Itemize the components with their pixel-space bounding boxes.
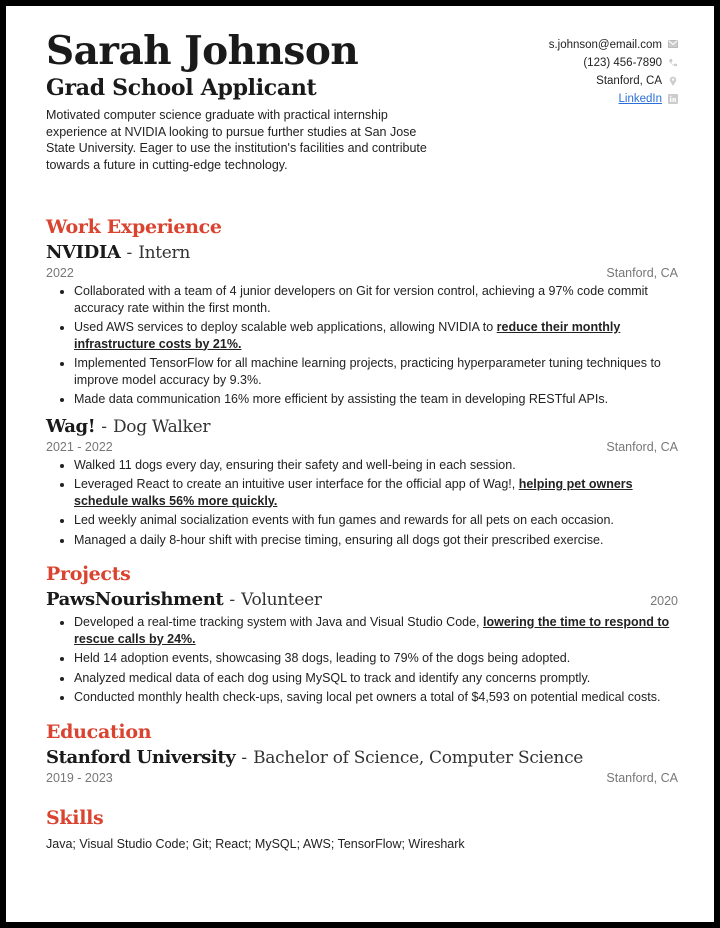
title-separator: - (229, 590, 236, 610)
list-item (74, 476, 678, 509)
title-separator: - (126, 243, 133, 263)
job-title: Dog Walker (112, 416, 211, 437)
contact-email[interactable]: s.johnson@email.com (548, 39, 662, 51)
contact-email-row (549, 36, 678, 54)
contact-location: Stanford, CA (596, 75, 662, 87)
candidate-name: Sarah Johnson (46, 28, 359, 74)
entry-heading (46, 416, 678, 437)
list-item (74, 532, 678, 549)
list-item (74, 283, 678, 316)
work-section (46, 215, 678, 548)
entry-location: Stanford, CA (606, 266, 678, 280)
entry-dates: 2022 (46, 266, 74, 280)
linkedin-icon (668, 94, 678, 104)
entry-meta (46, 439, 678, 455)
bullet-list (46, 283, 678, 408)
bullet-highlight: helping pet owners schedule walks 56% more quickly. (74, 477, 633, 508)
work-entry-wag (46, 416, 678, 549)
bullet-text: Developed a real-time tracking system with Java and Visual Studio Code, (74, 615, 484, 629)
entry-meta (46, 770, 678, 786)
contact-linkedin-row (549, 90, 678, 108)
entry-heading (46, 242, 678, 263)
entry-dates: 2019 - 2023 (46, 770, 113, 785)
bullet-text: Implemented TensorFlow for all machine learning projects, practicing hyperparameter tuning techniques to improve model accuracy by 9.3%. (74, 356, 661, 387)
bullet-text: Walked 11 dogs every day, ensuring their safety and well-being in each session. (74, 457, 516, 472)
list-item (74, 457, 678, 474)
list-item (74, 355, 678, 388)
bullet-text: Leveraged React to create an intuitive user interface for the official app of Wag!, (74, 477, 519, 491)
list-item (74, 319, 678, 352)
skills-section-title: Skills (46, 806, 104, 829)
title-separator: - (101, 416, 107, 437)
list-item (74, 650, 678, 667)
bullet-text: Conducted monthly health check-ups, saving local pet owners a total of $4,593 on potential medical costs. (74, 690, 661, 704)
bullet-text: Led weekly animal socialization events with fun games and rewards for all pets on each occasion. (74, 513, 614, 527)
employer-name: NVIDIA (46, 242, 121, 263)
bullet-text: Used AWS services to deploy scalable web applications, allowing NVIDIA to (74, 320, 497, 334)
work-section-title: Work Experience (46, 216, 222, 238)
projects-section-title: Projects (46, 563, 131, 585)
bullet-text: Held 14 adoption events, showcasing 38 dogs, leading to 79% of the dogs being adopted. (74, 651, 571, 665)
bullet-text: Analyzed medical data of each dog using MySQL to track and identify any concerns promptly. (74, 670, 591, 685)
contact-location-row (549, 72, 678, 90)
skills-list: Java; Visual Studio Code; Git; React; MySQL; AWS; TensorFlow; Wireshark (46, 836, 465, 851)
education-section (46, 720, 678, 786)
resume-header (46, 30, 678, 215)
job-title: Intern (138, 243, 191, 263)
entry-meta (46, 265, 678, 281)
bullet-text: Collaborated with a team of 4 junior developers on Git for version control, achieving a 97% code commit accuracy rate within the first month. (74, 284, 648, 315)
project-year: 2020 (650, 594, 678, 608)
summary-text: Motivated computer science graduate with practical internship experience at NVIDIA looking to pursue further studies at San Jose State University. Eager to use the institution's facilities and contribute towards a future in cutting-edge technology. (46, 108, 427, 172)
map-pin-icon (668, 76, 678, 86)
school-name: Stanford University (46, 746, 236, 768)
degree-title: Bachelor of Science, Computer Science (253, 747, 584, 768)
skills-section (46, 806, 678, 852)
project-entry (46, 589, 678, 706)
employer-name: Wag! (46, 415, 96, 437)
contact-phone: (123) 456-7890 (583, 57, 662, 69)
candidate-role: Grad School Applicant (46, 75, 317, 101)
entry-heading (46, 589, 678, 610)
bullet-highlight: lowering the time to respond to rescue calls by 24%. (74, 615, 670, 646)
title-separator: - (241, 747, 248, 768)
phone-icon (668, 58, 678, 68)
bullet-list (46, 457, 678, 549)
envelope-icon (668, 40, 678, 50)
contact-block (549, 36, 678, 108)
projects-section (46, 562, 678, 706)
project-name: PawsNourishment (46, 589, 224, 610)
list-item (74, 670, 678, 687)
contact-phone-row (549, 54, 678, 72)
education-section-title: Education (46, 720, 152, 743)
resume-page (6, 6, 714, 922)
entry-location: Stanford, CA (606, 439, 678, 454)
bullet-text: Made data communication 16% more efficient by assisting the team in developing RESTful APIs. (74, 392, 609, 406)
bullet-highlight: reduce their monthly infrastructure costs by 21%. (74, 320, 621, 351)
list-item (74, 391, 678, 408)
linkedin-link[interactable]: LinkedIn (618, 93, 662, 105)
entry-heading (46, 747, 678, 768)
work-entry-nvidia (46, 242, 678, 408)
list-item (74, 689, 678, 706)
project-role: Volunteer (241, 590, 322, 610)
education-entry (46, 747, 678, 786)
bullet-text: Managed a daily 8-hour shift with precise timing, ensuring all dogs got their prescribed exercise. (74, 532, 604, 547)
entry-location: Stanford, CA (606, 770, 678, 785)
list-item (74, 512, 678, 529)
entry-dates: 2021 - 2022 (46, 439, 113, 454)
bullet-list (46, 614, 678, 706)
list-item (74, 614, 678, 647)
